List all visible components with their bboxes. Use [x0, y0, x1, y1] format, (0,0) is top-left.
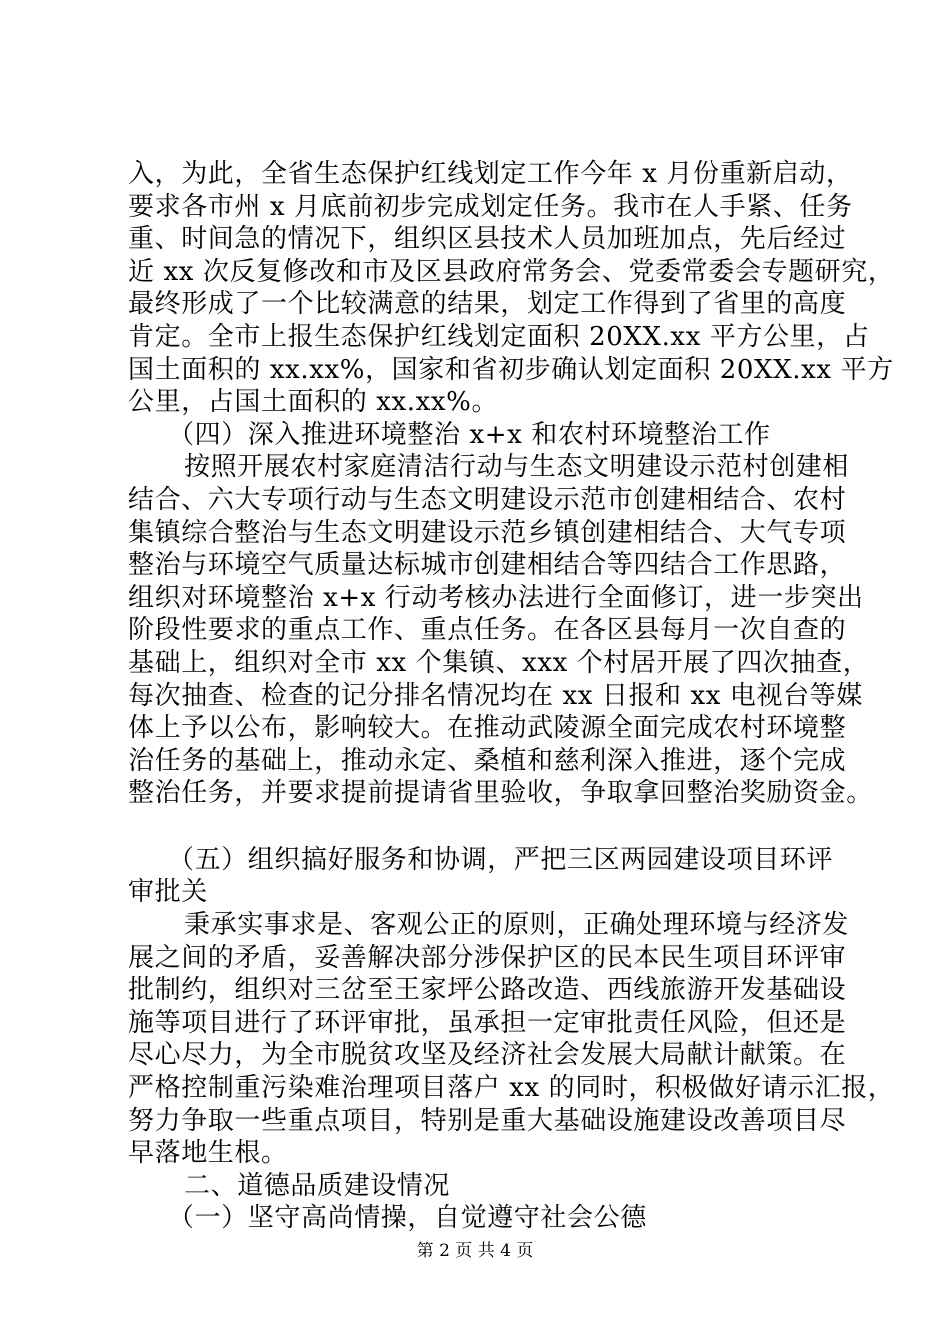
section-heading-5: （五）组织搞好服务和协调，严把三区两园建设项目环评: [168, 844, 834, 875]
paragraph-line: 重、时间急的情况下，组织区县技术人员加班加点，先后经过: [128, 224, 847, 255]
paragraph-line: 每次抽查、检查的记分排名情况均在 xx 日报和 xx 电视台等媒: [128, 680, 863, 711]
paragraph-line: 秉承实事求是、客观公正的原则，正确处理环境与经济发: [184, 910, 850, 941]
paragraph-line: 肯定。全市上报生态保护红线划定面积 20XX.xx 平方公里，占: [128, 321, 870, 352]
paragraph-line: 阶段性要求的重点工作、重点任务。在各区县每月一次自查的: [128, 615, 847, 646]
paragraph-line: 近 xx 次反复修改和市及区县政府常务会、党委常委会专题研究，: [128, 256, 895, 287]
paragraph-line: 尽心尽力，为全市脱贫攻坚及经济社会发展大局献计献策。在: [128, 1040, 847, 1071]
paragraph-line: 批制约，组织对三岔至王家坪公路改造、西线旅游开发基础设: [128, 975, 847, 1006]
paragraph-line: 组织对环境整治 x+x 行动考核办法进行全面修订，进一步突出: [128, 582, 864, 613]
paragraph-line: 最终形成了一个比较满意的结果，划定工作得到了省里的高度: [128, 289, 847, 320]
document-body: [128, 158, 895, 1235]
paragraph-line: 集镇综合整治与生态文明建设示范乡镇创建相结合、大气专项: [128, 517, 847, 548]
paragraph-line: 早落地生根。: [128, 1138, 288, 1169]
paragraph-line: 公里，占国土面积的 xx.xx%。: [128, 387, 499, 418]
paragraph-line: 展之间的矛盾，妥善解决部分涉保护区的民本民生项目环评审: [128, 942, 847, 973]
page-number-footer: 第 2 页 共 4 页: [416, 1241, 534, 1261]
paragraph-line: 入，为此，全省生态保护红线划定工作今年 x 月份重新启动，: [128, 159, 853, 189]
section-heading-4: （四）深入推进环境整治 x+x 和农村环境整治工作: [168, 419, 771, 450]
paragraph-line: 整治任务，并要求提前提请省里验收，争取拿回整治奖励资金。: [128, 778, 873, 809]
paragraph-line: 按照开展农村家庭清洁行动与生态文明建设示范村创建相: [184, 452, 850, 483]
paragraph-line: 治任务的基础上，推动永定、桑植和慈利深入推进，逐个完成: [128, 745, 847, 776]
paragraph-line: 基础上，组织对全市 xx 个集镇、xxx 个村居开展了四次抽查，: [128, 647, 870, 678]
paragraph-line: 努力争取一些重点项目，特别是重大基础设施建设改善项目尽: [128, 1105, 847, 1136]
paragraph-line: 体上予以公布，影响较大。在推动武陵源全面完成农村环境整: [128, 713, 847, 744]
chapter-heading-two: 二、道德品质建设情况: [184, 1170, 451, 1201]
paragraph-line: 要求各市州 x 月底前初步完成划定任务。我市在人手紧、任务: [128, 191, 853, 222]
paragraph-gap: [128, 810, 828, 844]
paragraph-line: 施等项目进行了环评审批，虽承担一定审批责任风险，但还是: [128, 1007, 847, 1038]
section-heading-5-continued: 审批关: [128, 877, 208, 908]
paragraph-line: 严格控制重污染难治理项目落户 xx 的同时，积极做好请示汇报，: [128, 1073, 895, 1104]
paragraph-line: 整治与环境空气质量达标城市创建相结合等四结合工作思路，: [128, 550, 847, 581]
section-heading-two-1: （一）坚守高尚情操，自觉遵守社会公德: [168, 1203, 647, 1234]
paragraph-line: 国土面积的 xx.xx%，国家和省初步确认划定面积 20XX.xx 平方: [128, 354, 894, 385]
paragraph-line: 结合、六大专项行动与生态文明建设示范市创建相结合、农村: [128, 484, 847, 515]
